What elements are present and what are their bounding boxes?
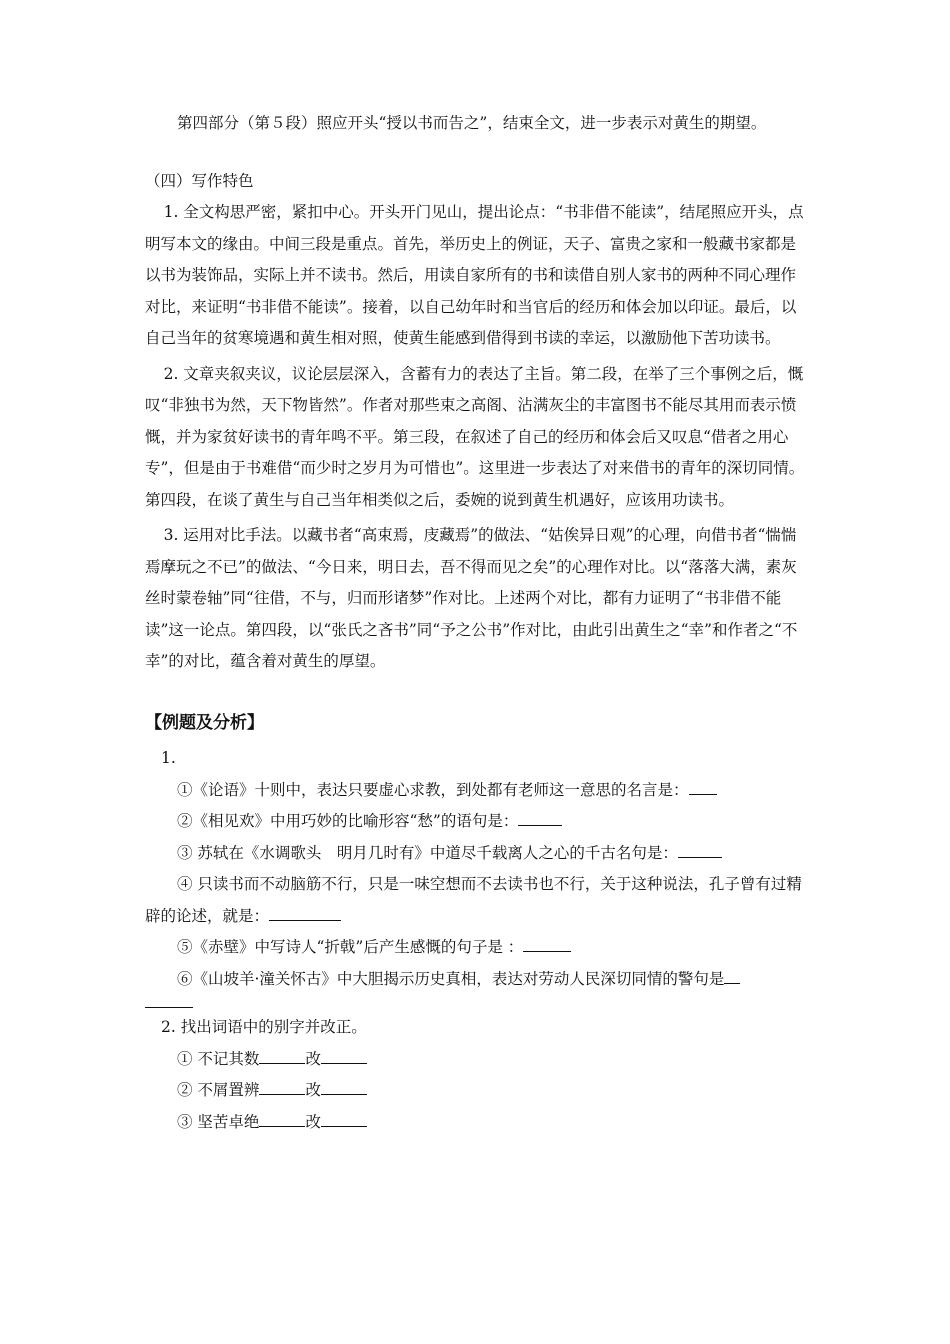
answer-blank[interactable] [269, 919, 341, 921]
examples-title: 【例题及分析】 [145, 712, 264, 733]
question-2-word: ③ 坚苦卓绝 [177, 1112, 260, 1131]
correct-char-blank[interactable] [321, 1125, 367, 1127]
question-1-item-text: ④ 只读书而不动脑筋不行，只是一味空想而不去读书也不行，关于这种说法，孔子曾有过精辟的论述，就是： [145, 875, 802, 925]
part4-summary: 第四部分（第５段）照应开头“授以书而告之”，结束全文，进一步表示对黄生的期望。 [177, 114, 767, 132]
change-label: 改 [305, 1081, 321, 1099]
change-label: 改 [305, 1112, 321, 1131]
question-2-title: 2. 找出词语中的别字并改正。 [161, 1018, 367, 1036]
question-1-item [145, 775, 810, 807]
question-1-item [145, 932, 810, 964]
writing-point-3: 3. 运用对比手法。以藏书者“高束焉，庋藏焉”的做法、“姑俟异日观”的心理，向借书者“惴惴焉摩玩之不已”的做法、“今日来，明日去，吾不得而见之矣”的心理作对比。以“落落大满，素灰丝时蒙卷轴”同“往借，不与，归而形诸梦”作对比。上述两个对比，都有力证明了“书非借不能读”这一论点。第四段，以“张氏之吝书”同“予之公书”作对比，由此引出黄生之“幸”和作者之“不幸”的对比，蕴含着对黄生的厚望。 [145, 526, 798, 670]
answer-blank[interactable] [689, 793, 717, 795]
question-1-item-text: ⑥《山坡羊·潼关怀古》中大胆揭示历史真相，表达对劳动人民深切同情的警句是 [177, 969, 725, 988]
question-1-item-text: ①《论语》十则中，表达只要虚心求教，到处都有老师这一意思的名言是： [177, 780, 689, 799]
question-1-number: 1. [161, 749, 176, 767]
question-1-item-text: ③ 苏轼在《水调歌头 明月几时有》中道尽千载离人之心的千古名句是： [177, 843, 678, 862]
question-2-word: ② 不屑置辨 [177, 1081, 260, 1099]
change-label: 改 [305, 1049, 321, 1068]
question-2-item [145, 1075, 810, 1107]
question-1-item [145, 869, 810, 932]
answer-blank[interactable] [518, 824, 562, 826]
question-1-item-text: ②《相见欢》中用巧妙的比喻形容“愁”的语句是： [177, 812, 519, 830]
question-2-item [145, 1107, 810, 1139]
wrong-char-blank[interactable] [259, 1062, 305, 1064]
answer-blank[interactable] [523, 950, 571, 952]
question-2-item [145, 1044, 810, 1076]
question-1-item [145, 964, 810, 996]
correct-char-blank[interactable] [321, 1062, 367, 1064]
writing-point-2: 2. 文章夹叙夹议，议论层层深入，含蓄有力的表达了主旨。第二段，在举了三个事例之后，慨叹“非独书为然，天下物皆然”。作者对那些束之高阁、沾满灰尘的丰富图书不能尽其用而表示愤慨，并为家贫好读书的青年鸣不平。第三段，在叙述了自己的经历和体会后又叹息“借者之用心专”，但是由于书难借“而少时之岁月为可惜也”。这里进一步表达了对来借书的青年的深切同情。第四段，在谈了黄生与自己当年相类似之后，委婉的说到黄生机遇好，应该用功读书。 [145, 364, 805, 509]
question-1-item-text: ⑤《赤壁》中写诗人“折戟”后产生感慨的句子是 ： [177, 938, 524, 956]
answer-blank-continuation[interactable] [145, 993, 193, 1008]
wrong-char-blank[interactable] [259, 1093, 305, 1095]
answer-blank[interactable] [724, 982, 740, 984]
writing-point-1: 1. 全文构思严密，紧扣中心。开头开门见山，提出论点：“书非借不能读”，结尾照应开头，点明写本文的缘由。中间三段是重点。首先，举历史上的例证，天子、富贵之家和一般藏书家都是以书为装饰品，实际上并不读书。然后，用读自家所有的书和读借自别人家书的两种不同心理作对比，来证明“书非借不能读”。接着，以自己幼年时和当官后的经历和体会加以印证。最后，以自己当年的贫寒境遇和黄生相对照，使黄生能感到借得到书读的幸运，以激励他下苦功读书。 [145, 203, 804, 347]
question-2-word: ① 不记其数 [177, 1049, 260, 1068]
document-page [145, 108, 810, 1138]
answer-blank[interactable] [678, 856, 722, 858]
wrong-char-blank[interactable] [259, 1125, 305, 1127]
correct-char-blank[interactable] [321, 1093, 367, 1095]
writing-section-title: （四）写作特色 [145, 171, 254, 190]
question-1-item [145, 838, 810, 870]
question-1-item [145, 806, 810, 838]
